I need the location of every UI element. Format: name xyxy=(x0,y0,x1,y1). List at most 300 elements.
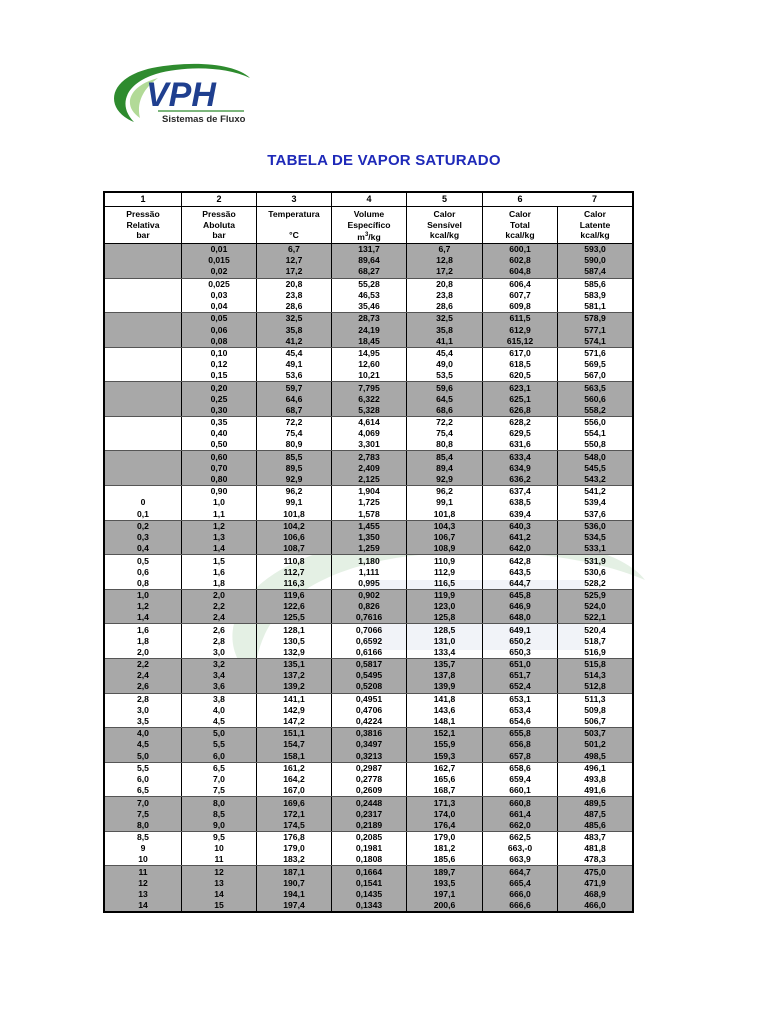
table-cell: 189,7 xyxy=(433,866,456,877)
table-cell: 0,826 xyxy=(358,601,380,612)
table-cell-column xyxy=(557,244,632,278)
table-cell: 0,60 xyxy=(210,451,228,462)
table-cell: 664,7 xyxy=(509,866,531,877)
row-group xyxy=(105,832,632,867)
table-cell: 587,4 xyxy=(584,266,606,277)
table-cell: 179,0 xyxy=(433,832,456,843)
table-cell: 593,0 xyxy=(584,244,606,255)
table-cell-column xyxy=(105,624,181,658)
table-cell: 489,5 xyxy=(584,797,606,808)
table-cell: 642,8 xyxy=(509,555,531,566)
header-line: kcal/kg xyxy=(505,230,535,241)
table-cell: 197,4 xyxy=(283,899,305,910)
table-cell: 475,0 xyxy=(584,866,606,877)
table-cell: 7,0 xyxy=(137,797,149,808)
table-cell: 556,0 xyxy=(584,417,606,428)
table-cell: 663,-0 xyxy=(507,843,533,854)
table-cell-column xyxy=(105,763,181,797)
table-cell: 143,6 xyxy=(433,704,456,715)
table-cell: 10 xyxy=(138,854,148,865)
table-cell: 28,6 xyxy=(285,301,303,312)
table-cell: 661,4 xyxy=(509,808,531,819)
table-cell: 606,4 xyxy=(509,278,531,289)
header-line: Pressão xyxy=(202,209,236,219)
table-cell: 59,7 xyxy=(285,382,303,393)
table-cell: 4,5 xyxy=(213,716,225,726)
table-cell-column xyxy=(557,832,632,866)
table-cell: 5,0 xyxy=(137,750,149,761)
table-cell xyxy=(105,244,181,255)
table-cell: 8,0 xyxy=(137,819,149,830)
table-cell: 0,1435 xyxy=(355,888,383,899)
table-cell-column xyxy=(482,451,557,485)
table-cell: 533,1 xyxy=(584,543,606,554)
table-cell: 1,4 xyxy=(213,543,225,554)
table-cell-column xyxy=(557,659,632,693)
header-line: Total xyxy=(510,219,530,230)
table-cell: 13 xyxy=(138,888,148,899)
table-cell xyxy=(105,336,181,347)
table-cell: 0 xyxy=(140,497,146,508)
table-cell: 53,5 xyxy=(436,370,453,381)
table-cell: 628,2 xyxy=(509,417,531,428)
header-line: kcal/kg xyxy=(429,230,460,241)
table-cell-column xyxy=(482,382,557,416)
table-cell: 185,6 xyxy=(433,854,456,865)
table-cell: 0,5 xyxy=(137,555,149,566)
table-cell: 89,5 xyxy=(285,462,303,473)
table-cell: 604,8 xyxy=(509,266,531,277)
table-cell xyxy=(105,463,181,474)
column-header-4 xyxy=(331,207,406,243)
table-cell-column xyxy=(557,590,632,624)
table-cell: 110,8 xyxy=(283,555,305,566)
table-cell: 530,6 xyxy=(584,566,606,577)
table-cell: 0,5817 xyxy=(355,659,383,670)
table-cell: 116,5 xyxy=(433,577,456,588)
table-cell: 2,2 xyxy=(137,659,149,670)
table-cell: 0,04 xyxy=(210,301,228,312)
steam-table xyxy=(103,191,634,913)
table-cell: 0,4706 xyxy=(355,704,383,715)
column-header-3 xyxy=(256,207,331,243)
table-cell: 8,0 xyxy=(213,797,225,808)
table-cell: 645,8 xyxy=(509,590,531,601)
table-cell-column xyxy=(105,797,181,831)
table-cell: 116,3 xyxy=(283,577,305,588)
table-cell: 12,7 xyxy=(285,255,303,266)
table-cell: 0,6 xyxy=(137,566,149,577)
table-cell: 89,64 xyxy=(358,255,380,266)
table-cell: 1,0 xyxy=(213,497,225,508)
table-cell: 119,6 xyxy=(283,590,305,601)
table-cell: 550,8 xyxy=(584,439,606,450)
table-cell: 72,2 xyxy=(436,417,453,428)
table-cell: 200,6 xyxy=(433,899,456,910)
table-cell-column xyxy=(331,451,406,485)
table-cell: 1,1 xyxy=(213,508,225,519)
header-line: Calor xyxy=(584,209,606,219)
table-cell: 487,5 xyxy=(584,808,606,819)
table-cell-column xyxy=(557,797,632,831)
table-cell: 164,2 xyxy=(283,774,305,785)
table-cell: 194,1 xyxy=(283,888,305,899)
table-cell: 45,4 xyxy=(285,348,303,359)
column-header-2 xyxy=(181,207,256,243)
table-cell: 53,6 xyxy=(285,370,303,381)
table-cell: 659,4 xyxy=(509,774,531,785)
table-cell: 0,2317 xyxy=(355,808,383,819)
table-cell-column xyxy=(482,590,557,624)
column-number-6: 6 xyxy=(482,193,557,206)
table-cell: 7,5 xyxy=(213,785,225,796)
row-group xyxy=(105,866,632,911)
table-cell: 0,025 xyxy=(208,278,230,289)
table-cell-column xyxy=(331,659,406,693)
table-cell: 2,8 xyxy=(137,693,149,704)
table-cell: 0,70 xyxy=(210,462,228,473)
table-cell: 8,5 xyxy=(213,808,225,819)
table-cell: 0,15 xyxy=(210,370,228,381)
table-cell: 172,1 xyxy=(283,808,305,819)
table-cell: 654,6 xyxy=(509,716,531,726)
header-line: $m^3/kg$ xyxy=(357,232,381,243)
table-cell-column xyxy=(331,728,406,762)
table-cell: 0,5208 xyxy=(355,681,383,692)
column-number-5: 5 xyxy=(406,193,482,206)
table-cell: 32,5 xyxy=(285,313,303,324)
column-number-4: 4 xyxy=(331,193,406,206)
table-cell: 4,614 xyxy=(358,417,380,428)
table-cell: 0,30 xyxy=(210,404,228,415)
table-cell: 14 xyxy=(138,899,148,910)
table-cell: 612,9 xyxy=(509,324,531,335)
row-group xyxy=(105,451,632,486)
row-group xyxy=(105,624,632,659)
table-cell: 101,8 xyxy=(433,508,456,519)
table-cell: 99,1 xyxy=(436,497,453,508)
table-cell-column xyxy=(557,486,632,520)
table-cell-column xyxy=(256,797,331,831)
table-cell: 5,5 xyxy=(137,762,149,773)
table-cell: 85,4 xyxy=(436,451,453,462)
table-cell-column xyxy=(256,590,331,624)
table-cell: 541,2 xyxy=(584,486,606,497)
table-cell: 112,9 xyxy=(433,566,456,577)
header-line: Aboluta xyxy=(203,219,235,230)
table-cell-column xyxy=(105,348,181,382)
table-cell: 131,7 xyxy=(358,244,380,255)
vph-logo xyxy=(104,60,254,130)
table-cell-column xyxy=(331,521,406,555)
table-cell: 626,8 xyxy=(509,404,531,415)
table-cell-column xyxy=(482,728,557,762)
table-cell: 8,5 xyxy=(137,832,149,843)
table-cell: 179,0 xyxy=(283,843,305,854)
table-cell: 0,90 xyxy=(210,486,228,497)
table-cell: 585,6 xyxy=(584,278,606,289)
table-cell-column xyxy=(181,728,256,762)
table-cell-column xyxy=(181,832,256,866)
table-cell-column xyxy=(256,313,331,347)
table-cell-column xyxy=(256,555,331,589)
table-cell: 4,069 xyxy=(358,428,380,439)
table-cell: 151,1 xyxy=(283,728,305,739)
table-cell-column xyxy=(482,521,557,555)
table-cell: 531,9 xyxy=(584,555,606,566)
table-cell: 501,2 xyxy=(584,739,606,750)
table-cell-column xyxy=(181,590,256,624)
table-cell: 45,4 xyxy=(436,348,453,359)
table-cell: 1,725 xyxy=(358,497,380,508)
table-cell: 653,4 xyxy=(509,704,531,715)
table-cell: 0,35 xyxy=(210,417,228,428)
table-cell-column xyxy=(406,694,482,728)
table-cell: 1,6 xyxy=(213,566,225,577)
table-cell: 0,7066 xyxy=(355,624,383,635)
row-group xyxy=(105,763,632,798)
table-cell: 518,7 xyxy=(584,635,606,646)
table-cell: 135,7 xyxy=(433,659,456,670)
table-cell: 2,6 xyxy=(213,624,225,635)
table-cell: 55,28 xyxy=(358,278,380,289)
table-cell: 618,5 xyxy=(509,359,531,370)
table-cell-column xyxy=(557,624,632,658)
row-group xyxy=(105,694,632,729)
table-cell: 0,2189 xyxy=(355,819,383,830)
table-cell: 651,7 xyxy=(509,670,531,681)
table-cell xyxy=(105,486,181,497)
table-cell: 6,5 xyxy=(137,785,149,796)
column-number-row xyxy=(105,193,632,207)
table-cell-column xyxy=(331,694,406,728)
table-cell: 0,5495 xyxy=(355,670,383,681)
table-cell-column xyxy=(331,244,406,278)
table-cell: 154,7 xyxy=(283,739,305,750)
table-cell: 485,6 xyxy=(584,819,606,830)
table-cell: 534,5 xyxy=(584,532,606,543)
table-cell: 0,12 xyxy=(210,359,228,370)
table-cell: 35,8 xyxy=(436,324,453,335)
table-cell: 623,1 xyxy=(509,382,531,393)
table-cell-column xyxy=(482,417,557,451)
table-cell: 545,5 xyxy=(584,462,606,473)
table-cell xyxy=(105,405,181,416)
table-cell: 650,2 xyxy=(509,635,531,646)
table-cell: 183,2 xyxy=(283,854,305,865)
table-cell: 0,08 xyxy=(210,335,228,346)
header-line: Sensível xyxy=(427,219,462,230)
table-cell: 6,7 xyxy=(438,244,451,255)
table-cell: 104,3 xyxy=(433,520,456,531)
table-cell: 639,4 xyxy=(509,508,531,519)
table-cell: 125,8 xyxy=(433,612,456,623)
table-cell: 6,5 xyxy=(213,762,225,773)
table-cell: 152,1 xyxy=(433,728,456,739)
table-cell: 506,7 xyxy=(584,716,606,726)
table-cell-column xyxy=(406,763,482,797)
column-header-5 xyxy=(406,207,482,243)
table-cell: 3,301 xyxy=(358,439,380,450)
table-cell-column xyxy=(557,521,632,555)
table-cell: 14,95 xyxy=(358,348,380,359)
table-cell-column xyxy=(406,832,482,866)
table-cell-column xyxy=(181,313,256,347)
table-cell-column xyxy=(181,659,256,693)
table-cell: 642,0 xyxy=(509,543,531,554)
table-cell-column xyxy=(482,486,557,520)
table-cell-column xyxy=(331,797,406,831)
table-cell: 5,5 xyxy=(213,739,225,750)
table-cell: 1,578 xyxy=(358,508,380,519)
table-cell: 28,6 xyxy=(436,301,453,312)
table-cell: 131,0 xyxy=(433,635,456,646)
table-cell: 0,2085 xyxy=(355,832,383,843)
table-cell: 515,8 xyxy=(584,659,606,670)
table-cell: 1,180 xyxy=(358,555,380,566)
table-cell: 18,45 xyxy=(358,335,380,346)
table-cell-column xyxy=(406,244,482,278)
table-cell xyxy=(105,266,181,277)
table-cell: 509,8 xyxy=(584,704,606,715)
table-cell: 554,1 xyxy=(584,428,606,439)
table-cell-column xyxy=(105,279,181,313)
column-header-7 xyxy=(557,207,632,243)
table-cell-column xyxy=(482,313,557,347)
row-group xyxy=(105,417,632,452)
table-cell: 3,4 xyxy=(213,670,225,681)
column-number-3: 3 xyxy=(256,193,331,206)
logo-brand: VPH xyxy=(146,76,216,114)
table-cell: 1,3 xyxy=(213,532,225,543)
table-cell: 525,9 xyxy=(584,590,606,601)
row-group xyxy=(105,382,632,417)
table-cell: 139,9 xyxy=(433,681,456,692)
table-cell: 14 xyxy=(214,888,224,899)
table-cell: 0,1981 xyxy=(355,843,383,854)
table-cell: 625,1 xyxy=(509,393,531,404)
table-cell: 158,1 xyxy=(283,750,305,761)
table-cell: 137,8 xyxy=(433,670,456,681)
table-cell: 641,2 xyxy=(509,532,531,543)
table-cell-column xyxy=(557,555,632,589)
table-cell: 537,6 xyxy=(584,508,606,519)
table-cell: 563,5 xyxy=(584,382,606,393)
table-cell: 1,350 xyxy=(358,532,380,543)
table-cell: 7,0 xyxy=(213,774,225,785)
table-cell: 7,795 xyxy=(358,382,380,393)
table-cell-column xyxy=(105,244,181,278)
row-group xyxy=(105,555,632,590)
row-group xyxy=(105,348,632,383)
header-line: kcal/kg xyxy=(580,230,610,241)
table-cell: 169,6 xyxy=(283,797,305,808)
table-cell: 1,259 xyxy=(358,543,380,554)
table-cell-column xyxy=(482,866,557,911)
table-cell: 2,409 xyxy=(358,462,380,473)
table-cell: 99,1 xyxy=(285,497,303,508)
table-cell: 35,46 xyxy=(358,301,380,312)
table-cell: 478,3 xyxy=(584,854,606,865)
table-cell: 119,9 xyxy=(433,590,456,601)
table-cell: 139,2 xyxy=(283,681,305,692)
table-cell xyxy=(105,383,181,394)
table-cell: 68,27 xyxy=(358,266,380,277)
table-cell xyxy=(105,255,181,266)
table-cell xyxy=(105,428,181,439)
table-cell: 106,7 xyxy=(433,532,456,543)
table-cell: 68,7 xyxy=(285,404,303,415)
table-cell: 176,4 xyxy=(433,819,456,830)
table-cell: 137,2 xyxy=(283,670,305,681)
table-cell: 141,8 xyxy=(433,693,456,704)
table-cell: 663,9 xyxy=(509,854,531,865)
table-cell: 660,1 xyxy=(509,785,531,796)
table-cell: 633,4 xyxy=(509,451,531,462)
row-group xyxy=(105,521,632,556)
table-cell: 0,2448 xyxy=(355,797,383,808)
row-group xyxy=(105,244,632,279)
table-cell: 32,5 xyxy=(436,313,453,324)
table-cell: 0,2778 xyxy=(355,774,383,785)
table-cell: 28,73 xyxy=(358,313,380,324)
table-cell-column xyxy=(557,694,632,728)
table-cell-column xyxy=(406,624,482,658)
table-cell: 512,8 xyxy=(584,681,606,692)
table-cell: 498,5 xyxy=(584,750,606,761)
table-cell: 0,4951 xyxy=(355,693,383,704)
table-cell-column xyxy=(406,866,482,911)
table-cell-column xyxy=(181,451,256,485)
table-cell-column xyxy=(181,244,256,278)
table-cell: 20,8 xyxy=(285,278,303,289)
table-cell-column xyxy=(557,763,632,797)
table-cell: 567,0 xyxy=(584,370,606,381)
table-cell: 609,8 xyxy=(509,301,531,312)
table-cell: 1,455 xyxy=(358,520,380,531)
table-cell: 132,9 xyxy=(283,646,305,657)
table-cell-column xyxy=(105,555,181,589)
table-cell-column xyxy=(256,451,331,485)
table-cell: 174,5 xyxy=(283,819,305,830)
table-cell: 162,7 xyxy=(433,762,456,773)
table-cell: 560,6 xyxy=(584,393,606,404)
table-cell: 17,2 xyxy=(436,266,453,277)
table-cell: 656,8 xyxy=(509,739,531,750)
table-cell: 13 xyxy=(214,877,224,888)
table-cell: 611,5 xyxy=(509,313,531,324)
table-cell: 112,7 xyxy=(283,566,305,577)
table-cell: 617,0 xyxy=(509,348,531,359)
table-cell: 571,6 xyxy=(584,348,606,359)
table-cell-column xyxy=(406,486,482,520)
table-cell: 147,2 xyxy=(283,716,305,726)
table-cell: 615,12 xyxy=(506,335,534,346)
table-cell-column xyxy=(331,279,406,313)
table-cell-column xyxy=(105,659,181,693)
table-cell: 491,6 xyxy=(584,785,606,796)
table-cell-column xyxy=(105,694,181,728)
row-group xyxy=(105,590,632,625)
table-cell: 660,8 xyxy=(509,797,531,808)
table-cell-column xyxy=(482,624,557,658)
row-group xyxy=(105,728,632,763)
table-cell xyxy=(105,359,181,370)
table-cell: 0,20 xyxy=(210,382,228,393)
table-cell: 0,6592 xyxy=(355,635,383,646)
table-cell xyxy=(105,325,181,336)
column-number-2: 2 xyxy=(181,193,256,206)
